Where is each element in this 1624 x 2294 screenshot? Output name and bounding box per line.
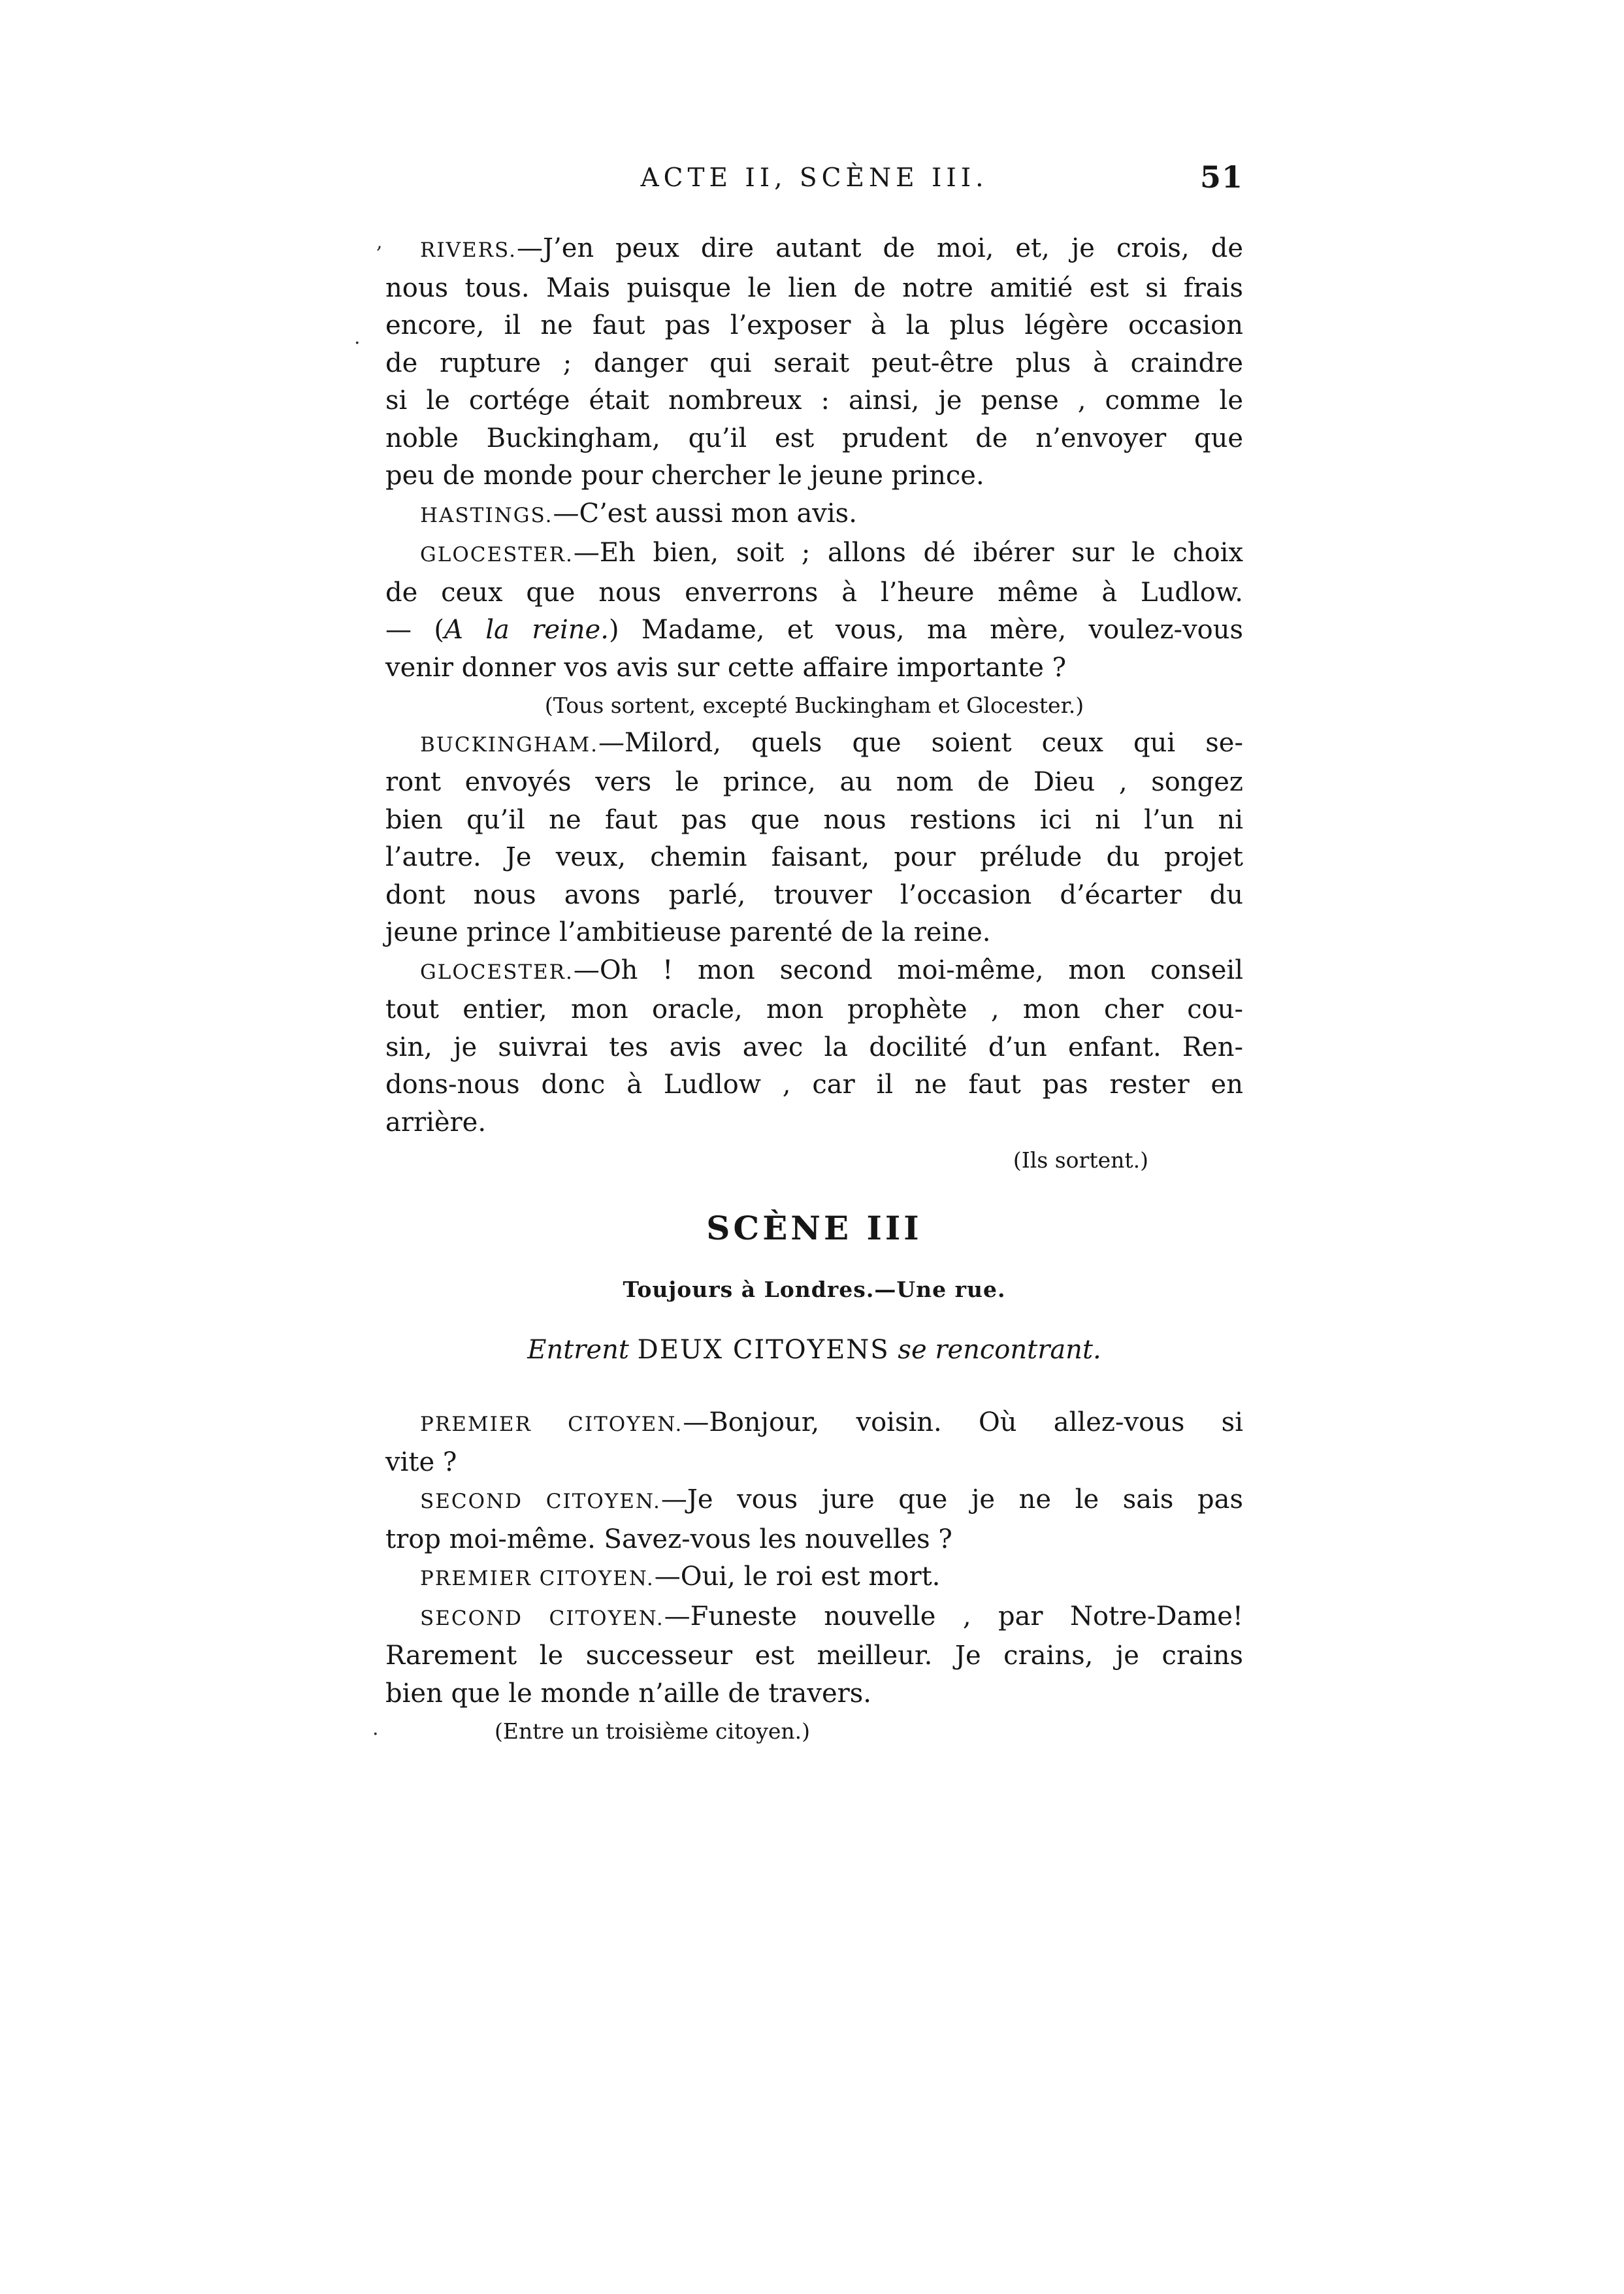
speech-line: l’autre. Je veux, chemin faisant, pour prélude du projet bbox=[385, 842, 1243, 872]
speech-line bbox=[385, 1404, 1243, 1444]
stage-direction bbox=[385, 687, 1243, 725]
speaker-name: SECOND CITOYEN. bbox=[420, 1606, 664, 1630]
speech-text: —J’en peux dire autant de moi, et, je crois, de bbox=[516, 233, 1243, 263]
speech-line: si le cortége était nombreux : ainsi, je pense , comme le bbox=[385, 385, 1243, 416]
scan-artifact: , bbox=[376, 231, 383, 254]
speech-line: arrière. bbox=[385, 1107, 487, 1138]
stage-direction bbox=[385, 1141, 1243, 1179]
speech-line bbox=[385, 534, 1243, 574]
scan-artifact: . bbox=[354, 326, 361, 349]
speech-line: bien qu’il ne faut pas que nous restions ici ni l’un ni bbox=[385, 804, 1243, 835]
scene-heading: SCÈNE III bbox=[706, 1208, 922, 1247]
speech-text: —Oui, le roi est mort. bbox=[654, 1562, 941, 1592]
speech-line bbox=[385, 952, 1243, 992]
speech-text: —C’est aussi mon avis. bbox=[553, 498, 857, 529]
speech-line bbox=[385, 1598, 1243, 1638]
scene-entry bbox=[385, 1334, 1243, 1366]
stage-direction-text: (Tous sortent, excepté Buckingham et Glocester.) bbox=[544, 693, 1084, 718]
speech-line bbox=[385, 1558, 1243, 1598]
speech-line: noble Buckingham, qu’il est prudent de n’envoyer que bbox=[385, 423, 1243, 453]
speech-text: ) Madame, et vous, ma mère, voulez-vous bbox=[608, 615, 1243, 645]
speech-line bbox=[385, 725, 1243, 764]
page-number: 51 bbox=[1199, 159, 1243, 195]
speech-line: de ceux que nous enverrons à l’heure même à Ludlow. bbox=[385, 577, 1243, 608]
speech-text: —Bonjour, voisin. Où allez-vous si bbox=[683, 1407, 1243, 1437]
stage-direction-text: (Ils sortent.) bbox=[1013, 1147, 1148, 1173]
speech-text: —Je vous jure que je ne le sais pas bbox=[660, 1484, 1243, 1515]
speech-line: vite ? bbox=[385, 1447, 457, 1477]
page-header bbox=[385, 159, 1243, 203]
speech-second-citizen bbox=[385, 1481, 1243, 1558]
speech-rivers bbox=[385, 230, 1243, 495]
speech-line: bien que le monde n’aille de travers. bbox=[385, 1678, 872, 1709]
stage-direction bbox=[385, 1712, 1243, 1750]
speech-line: sin, je suivrai tes avis avec la docilité d’un enfant. Ren- bbox=[385, 1032, 1243, 1062]
speaker-name: SECOND CITOYEN. bbox=[420, 1490, 661, 1513]
speech-line: ront envoyés vers le prince, au nom de Dieu , songez bbox=[385, 767, 1243, 797]
speaker-name: BUCKINGHAM. bbox=[420, 732, 598, 757]
speech-line: nous tous. Mais puisque le lien de notre amitié est si frais bbox=[385, 272, 1243, 303]
speaker-name: PREMIER CITOYEN. bbox=[420, 1567, 655, 1590]
speech-line bbox=[385, 1481, 1243, 1521]
speech-line: dont nous avons parlé, trouver l’occasion d’écarter du bbox=[385, 879, 1243, 910]
entry-characters: DEUX CITOYENS bbox=[637, 1335, 890, 1365]
speech-line bbox=[385, 495, 1243, 535]
speech-text: —Funeste nouvelle , par Notre-Dame! bbox=[664, 1601, 1243, 1631]
speech-second-citizen bbox=[385, 1598, 1243, 1713]
speaker-name: PREMIER CITOYEN. bbox=[420, 1413, 683, 1436]
speech-line: tout entier, mon oracle, mon prophète , mon cher cou- bbox=[385, 994, 1243, 1024]
entry-direction: Entrent bbox=[527, 1335, 629, 1365]
speaker-name: HASTINGS. bbox=[420, 503, 553, 527]
speech-first-citizen bbox=[385, 1404, 1243, 1481]
speech-line: jeune prince l’ambitieuse parenté de la reine. bbox=[385, 917, 991, 947]
speech-buckingham bbox=[385, 725, 1243, 952]
speech-line: trop moi-même. Savez-vous les nouvelles ? bbox=[385, 1524, 952, 1554]
speech-line: encore, il ne faut pas l’exposer à la plus légère occasion bbox=[385, 310, 1243, 340]
speech-glocester bbox=[385, 952, 1243, 1142]
speech-line: venir donner vos avis sur cette affaire importante ? bbox=[385, 652, 1067, 683]
scene-location: Toujours à Londres.—Une rue. bbox=[623, 1277, 1006, 1302]
speech-line: de rupture ; danger qui serait peut-être plus à craindre bbox=[385, 348, 1243, 378]
speech-line bbox=[385, 612, 1243, 649]
speech-line: peu de monde pour chercher le jeune prince. bbox=[385, 461, 984, 491]
text-block bbox=[354, 230, 1243, 1750]
speech-text: — ( bbox=[385, 615, 444, 645]
speech-text: —Eh bien, soit ; allons dé ibérer sur le choix bbox=[573, 538, 1243, 568]
speaker-name: GLOCESTER. bbox=[420, 960, 574, 984]
stage-aside: A la reine. bbox=[444, 615, 609, 645]
speaker-name: RIVERS. bbox=[420, 238, 517, 262]
scan-artifact: · bbox=[372, 1723, 379, 1746]
stage-direction-text: (Entre un troisième citoyen.) bbox=[495, 1718, 811, 1744]
entry-direction: se rencontrant. bbox=[898, 1335, 1101, 1365]
speech-hastings bbox=[385, 495, 1243, 535]
speech-line bbox=[385, 230, 1243, 270]
speech-line: dons-nous donc à Ludlow , car il ne faut pas rester en bbox=[385, 1070, 1243, 1100]
speaker-name: GLOCESTER. bbox=[420, 543, 574, 566]
speech-first-citizen bbox=[385, 1558, 1243, 1598]
running-title: ACTE II, SCÈNE III. bbox=[640, 163, 988, 193]
speech-glocester bbox=[385, 534, 1243, 687]
speech-text: —Milord, quels que soient ceux qui se- bbox=[598, 727, 1243, 758]
speech-text: —Oh ! mon second moi-même, mon conseil bbox=[573, 955, 1243, 985]
speech-line: Rarement le successeur est meilleur. Je crains, je crains bbox=[385, 1641, 1243, 1671]
